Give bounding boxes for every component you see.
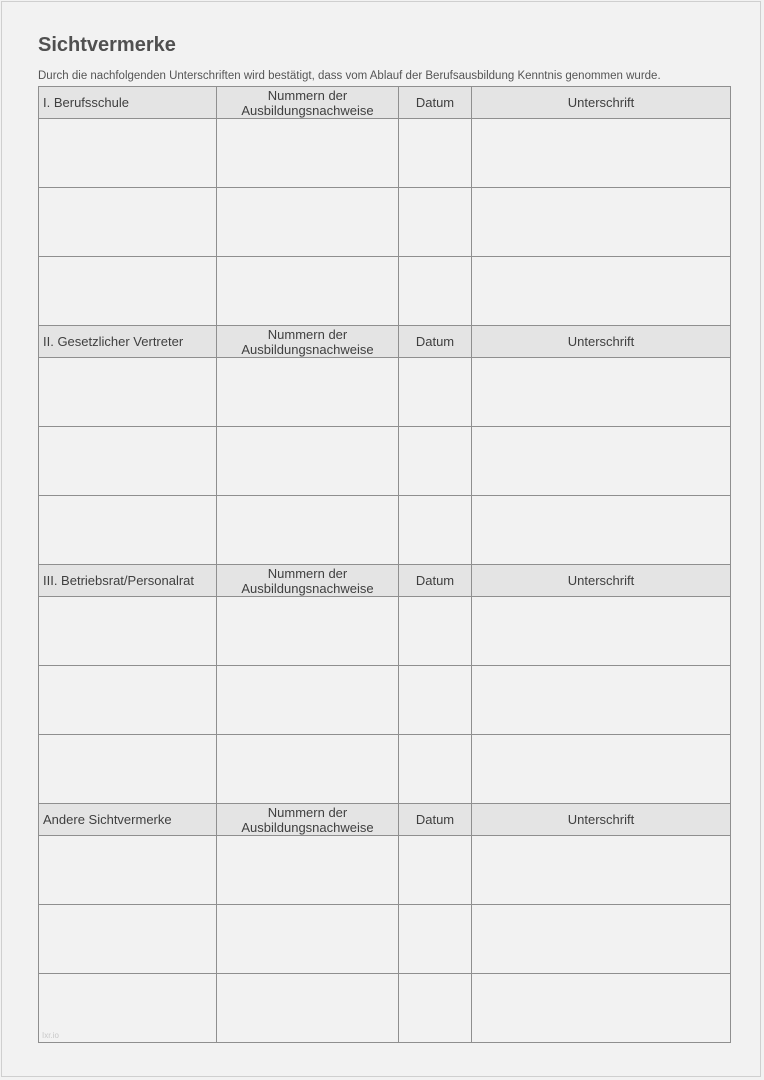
nummern-cell[interactable] [217, 119, 399, 188]
unterschrift-cell[interactable] [472, 905, 731, 974]
unterschrift-cell[interactable] [472, 358, 731, 427]
section-cell[interactable] [39, 188, 217, 257]
section-header [39, 87, 731, 119]
datum-cell[interactable] [399, 974, 472, 1043]
nummern-cell[interactable] [217, 666, 399, 735]
signature-row [39, 427, 731, 496]
nummern-cell[interactable] [217, 905, 399, 974]
nummern-cell[interactable] [217, 974, 399, 1043]
section-cell[interactable] [39, 358, 217, 427]
section-header [39, 565, 731, 597]
sichtvermerke-table [38, 86, 731, 1043]
unterschrift-header: Unterschrift [472, 565, 731, 597]
datum-cell[interactable] [399, 188, 472, 257]
datum-header: Datum [399, 87, 472, 119]
datum-cell[interactable] [399, 836, 472, 905]
section-cell[interactable] [39, 119, 217, 188]
document-page [1, 1, 761, 1077]
unterschrift-cell[interactable] [472, 597, 731, 666]
section-cell[interactable] [39, 427, 217, 496]
section-cell[interactable] [39, 974, 217, 1043]
nummern-header: Nummern der Ausbildungsnachweise [217, 87, 399, 119]
section-cell[interactable] [39, 836, 217, 905]
datum-header: Datum [399, 326, 472, 358]
signature-row [39, 358, 731, 427]
signature-row [39, 188, 731, 257]
unterschrift-cell[interactable] [472, 119, 731, 188]
datum-cell[interactable] [399, 427, 472, 496]
nummern-cell[interactable] [217, 836, 399, 905]
nummern-cell[interactable] [217, 597, 399, 666]
datum-header: Datum [399, 804, 472, 836]
nummern-cell[interactable] [217, 496, 399, 565]
section-cell[interactable] [39, 905, 217, 974]
unterschrift-cell[interactable] [472, 188, 731, 257]
nummern-cell[interactable] [217, 257, 399, 326]
section-cell[interactable] [39, 666, 217, 735]
section-label: III. Betriebsrat/Personalrat [39, 565, 217, 597]
nummern-cell[interactable] [217, 427, 399, 496]
section-label: Andere Sichtvermerke [39, 804, 217, 836]
unterschrift-cell[interactable] [472, 836, 731, 905]
signature-row [39, 496, 731, 565]
unterschrift-header: Unterschrift [472, 804, 731, 836]
nummern-header: Nummern der Ausbildungsnachweise [217, 326, 399, 358]
nummern-header: Nummern der Ausbildungsnachweise [217, 804, 399, 836]
datum-header: Datum [399, 565, 472, 597]
signature-row [39, 974, 731, 1043]
signature-row [39, 666, 731, 735]
nummern-cell[interactable] [217, 735, 399, 804]
signature-row [39, 735, 731, 804]
datum-cell[interactable] [399, 496, 472, 565]
unterschrift-cell[interactable] [472, 496, 731, 565]
datum-cell[interactable] [399, 905, 472, 974]
datum-cell[interactable] [399, 358, 472, 427]
unterschrift-cell[interactable] [472, 257, 731, 326]
datum-cell[interactable] [399, 666, 472, 735]
unterschrift-cell[interactable] [472, 974, 731, 1043]
section-header [39, 804, 731, 836]
unterschrift-header: Unterschrift [472, 87, 731, 119]
nummern-cell[interactable] [217, 358, 399, 427]
signature-row [39, 119, 731, 188]
datum-cell[interactable] [399, 597, 472, 666]
section-cell[interactable] [39, 257, 217, 326]
section-cell[interactable] [39, 597, 217, 666]
signature-row [39, 597, 731, 666]
nummern-header: Nummern der Ausbildungsnachweise [217, 565, 399, 597]
unterschrift-cell[interactable] [472, 735, 731, 804]
signature-row [39, 836, 731, 905]
intro-text: Durch die nachfolgenden Unterschriften wird bestätigt, dass vom Ablauf der Berufsausbildung Kenntnis genommen wurde. [38, 70, 661, 82]
unterschrift-cell[interactable] [472, 666, 731, 735]
signature-row [39, 905, 731, 974]
datum-cell[interactable] [399, 735, 472, 804]
section-label: I. Berufsschule [39, 87, 217, 119]
unterschrift-cell[interactable] [472, 427, 731, 496]
section-cell[interactable] [39, 496, 217, 565]
signature-row [39, 257, 731, 326]
unterschrift-header: Unterschrift [472, 326, 731, 358]
page-title: Sichtvermerke [38, 34, 176, 56]
datum-cell[interactable] [399, 257, 472, 326]
datum-cell[interactable] [399, 119, 472, 188]
nummern-cell[interactable] [217, 188, 399, 257]
section-label: II. Gesetzlicher Vertreter [39, 326, 217, 358]
watermark: Ixr.io [42, 1031, 59, 1040]
section-cell[interactable] [39, 735, 217, 804]
section-header [39, 326, 731, 358]
